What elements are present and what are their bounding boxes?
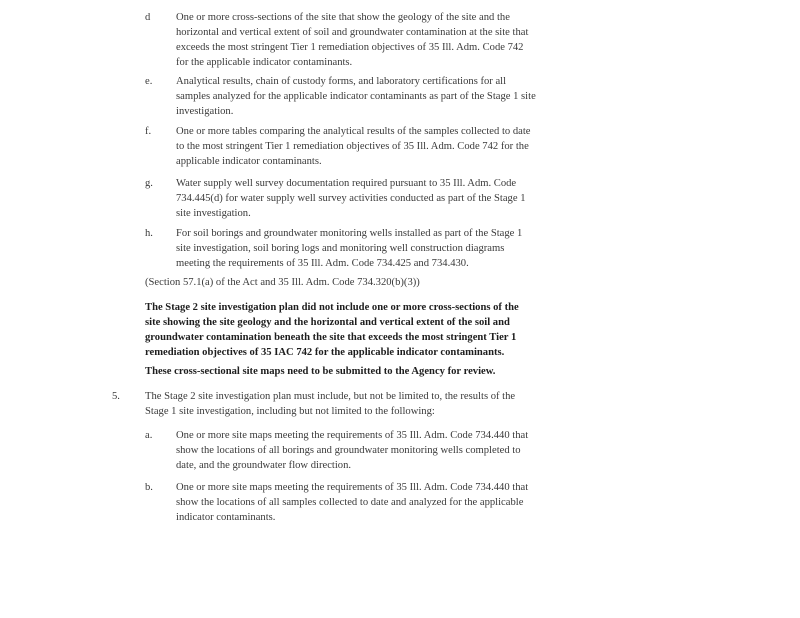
- list-item-g-text: Water supply well survey documentation required pursuant to 35 Ill. Adm. Code 734.445(d) for water supply well survey activities conducted as part of the Stage 1 site investigation.: [176, 178, 526, 219]
- list-label-a: a.: [145, 430, 153, 441]
- list-label-d: d: [145, 12, 151, 23]
- list-label-h: h.: [145, 228, 153, 239]
- section-intro: The Stage 2 site investigation plan must include, but not be limited to, the results of the Stage 1 site investigation, including but not limited to the following:: [145, 391, 516, 417]
- list-item-f-text: One or more tables comparing the analytical results of the samples collected to date to the most stringent Tier 1 remediation objectives of 35 Ill. Adm. Code 742 for the applicable indicator contaminants.: [176, 126, 531, 167]
- section-number: 5.: [112, 391, 120, 402]
- list-item-d-text: One or more cross-sections of the site that show the geology of the site and the horizontal and vertical extent of soil and groundwater contamination at the site that exceeds the most stringent Tier 1 remediation objectives of 35 Ill. Adm. Code 742 for the applicable indicator contaminants.: [176, 12, 529, 68]
- list-label-e: e.: [145, 76, 153, 87]
- list-label-f: f.: [145, 126, 152, 137]
- list-item-e-text: Analytical results, chain of custody forms, and laboratory certifications for all samples analyzed for the applicable indicator contaminants as part of the Stage 1 site investigation.: [176, 76, 536, 117]
- list-item-h-text: For soil borings and groundwater monitoring wells installed as part of the Stage 1 site investigation, soil boring logs and monitoring well construction diagrams meeting the requirements of 35 Ill. Adm. Code 734.425 and 734.430.: [176, 228, 523, 269]
- list-item-b-text: One or more site maps meeting the requirements of 35 Ill. Adm. Code 734.440 that show the locations of all samples collected to date and analyzed for the applicable indicator contaminants.: [176, 482, 529, 523]
- action-paragraph: These cross-sectional site maps need to be submitted to the Agency for review.: [145, 366, 496, 377]
- list-label-g: g.: [145, 178, 153, 189]
- list-item-a-text: One or more site maps meeting the requirements of 35 Ill. Adm. Code 734.440 that show the locations of all borings and groundwater monitoring wells completed to date, and the groundwater flow direction.: [176, 430, 529, 471]
- citation: (Section 57.1(a) of the Act and 35 Ill. Adm. Code 734.320(b)(3)): [145, 277, 420, 288]
- list-label-b: b.: [145, 482, 153, 493]
- finding-paragraph: The Stage 2 site investigation plan did not include one or more cross-sections of the site showing the site geology and the horizontal and vertical extent of the soil and groundwater contamination beneath the site that exceeds the most stringent Tier 1 remediation objectives of 35 IAC 742 for the applicable indicator contaminants.: [145, 302, 519, 358]
